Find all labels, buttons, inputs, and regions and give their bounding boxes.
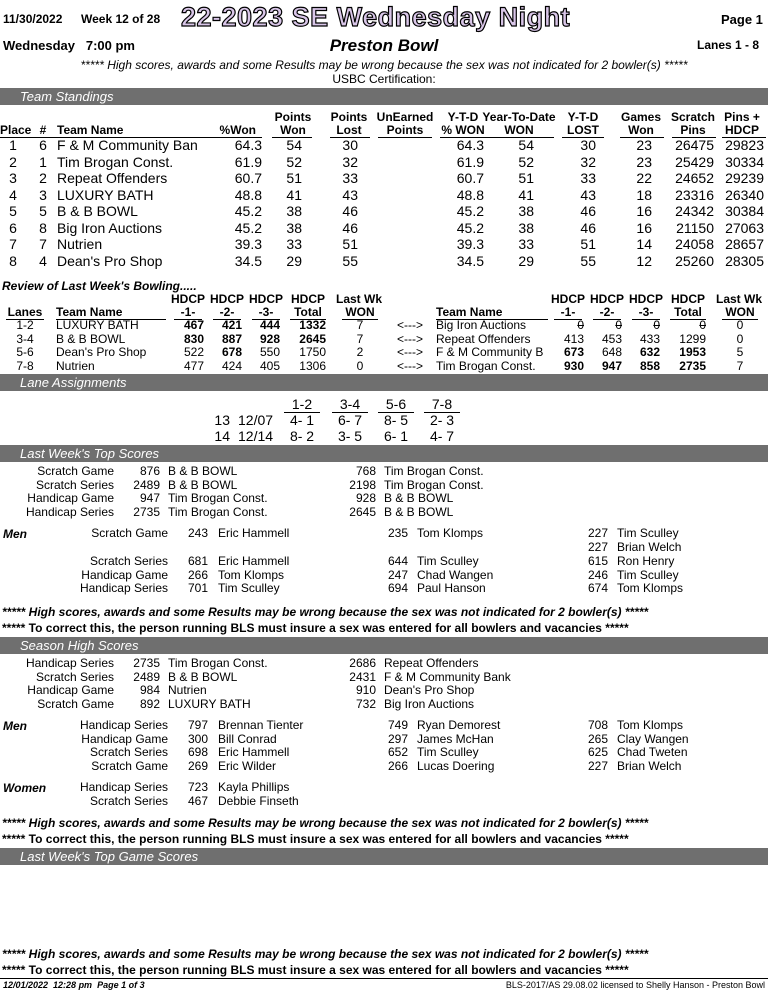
bowler-name-2: Lucas Doering (417, 759, 495, 773)
bowler-name: Tom Klomps (218, 567, 285, 582)
week-label: Week 12 of 28 (81, 12, 161, 26)
opp-game-1: 930 (563, 358, 584, 373)
section-season-high-scores: Season High Scores (0, 637, 768, 654)
lanes: 1-2 (16, 318, 34, 332)
scratch-pins: 25260 (675, 252, 714, 269)
score-value-3: 227 (587, 540, 608, 554)
score-value-2: 2645 (349, 504, 376, 519)
ytd-won: 41 (518, 186, 534, 203)
game-1: 477 (183, 358, 204, 373)
team-number: 4 (39, 252, 47, 269)
score-value: 2735 (133, 656, 160, 670)
page-label: Page 1 (721, 12, 763, 27)
scratch-pins: 24058 (675, 236, 714, 252)
game-2: 424 (221, 358, 242, 373)
games-won: 12 (636, 252, 652, 269)
score-value-2: 910 (355, 683, 376, 698)
ytd-lost: 30 (580, 137, 596, 153)
total: 1306 (299, 358, 326, 373)
ytd-pct-won: 39.3 (456, 236, 484, 252)
team-number: 8 (39, 219, 47, 236)
team-name-2: B & B BOWL (384, 504, 454, 519)
ytd-won: 51 (518, 170, 534, 186)
team-number: 6 (39, 137, 47, 153)
review-title: Review of Last Week's Bowling..... (2, 279, 197, 293)
bowler-name: Eric Wilder (218, 759, 277, 773)
score-category: Handicap Series (25, 504, 114, 519)
score-value: 947 (139, 491, 160, 506)
scratch-pins: 26475 (675, 137, 714, 153)
bowler-name-3: Clay Wangen (617, 731, 689, 746)
score-value: 984 (139, 683, 160, 698)
bowler-name: Eric Hammell (218, 526, 290, 540)
lanes: 7-8 (16, 358, 34, 373)
team-name: LUXURY BATH (168, 696, 251, 711)
team-matchup: 3- 5 (337, 428, 363, 444)
pct-won: 48.8 (234, 186, 262, 203)
footer-license: BLS-2017/AS 29.08.02 licensed to Shelly Hanson - Preston Bowl (505, 980, 765, 990)
opponent-name: Repeat Offenders (436, 331, 531, 346)
won: 2 (356, 345, 364, 359)
week-number: 13 (214, 412, 230, 428)
opp-game-2: 0 (615, 318, 622, 332)
score-value-2: 297 (387, 731, 408, 746)
points-lost: 43 (342, 186, 358, 203)
ytd-won: 38 (518, 219, 534, 236)
game-1: 467 (183, 318, 204, 332)
lane-pair-header: 7-8 (424, 396, 460, 413)
lane-pair-header: 5-6 (378, 396, 414, 413)
team-number: 5 (39, 203, 47, 219)
team-name: Dean's Pro Shop (57, 252, 163, 269)
team-name: B & B BOWL (168, 669, 238, 684)
place: 5 (9, 203, 17, 219)
pins-hdcp: 29239 (725, 170, 764, 186)
score-value-2: 749 (387, 718, 408, 732)
opp-total: 2735 (679, 358, 706, 373)
team-name-2: Tim Brogan Const. (384, 464, 484, 478)
bowler-name: Eric Hammell (218, 554, 290, 568)
game-1: 522 (183, 345, 204, 359)
opp-game-3: 433 (639, 331, 660, 346)
ytd-lost: 55 (580, 252, 596, 269)
team-name: Tim Brogan Const. (168, 504, 268, 519)
ytd-lost: 46 (580, 203, 596, 219)
games-won: 16 (636, 203, 652, 219)
ytd-lost: 33 (580, 170, 596, 186)
game-3: 405 (259, 358, 280, 373)
points-lost: 33 (342, 170, 358, 186)
team-name: B & B BOWL (168, 464, 238, 478)
games-won: 22 (636, 170, 652, 186)
opp-game-1: 0 (577, 318, 584, 332)
ytd-lost: 51 (580, 236, 596, 252)
place: 7 (9, 236, 17, 252)
team-matchup: 2- 3 (429, 412, 455, 428)
points-won: 41 (286, 186, 302, 203)
opp-game-3: 858 (639, 358, 660, 373)
team-name: Tim Brogan Const. (57, 153, 174, 170)
score-value-2: 732 (355, 696, 376, 711)
score-value-2: 266 (387, 759, 408, 773)
score-value: 243 (187, 526, 208, 540)
team-name-2: Repeat Offenders (384, 656, 479, 670)
team-name: Nutrien (168, 683, 207, 698)
pct-won: 61.9 (234, 153, 262, 170)
ytd-won: 33 (518, 236, 534, 252)
bowler-name: Bill Conrad (218, 731, 277, 746)
place: 2 (9, 153, 17, 170)
pins-hdcp: 29823 (725, 137, 764, 153)
game-3: 928 (259, 331, 280, 346)
pct-won: 64.3 (234, 137, 262, 153)
team-number: 7 (39, 236, 47, 252)
bowler-name: Tim Sculley (218, 581, 280, 595)
pins-hdcp: 26340 (725, 186, 764, 203)
total: 1750 (299, 345, 326, 359)
score-category: Scratch Series (89, 793, 168, 808)
team-name: LUXURY BATH (56, 318, 139, 332)
team-name: F & M Community Ban (57, 137, 198, 153)
score-value-3: 625 (587, 745, 608, 759)
bowler-name-2: Tim Sculley (417, 554, 479, 568)
warning-line-4: ***** To correct this, the person running BLS must insure a sex was entered for all bowlers and vacancies ***** (2, 832, 629, 846)
team-name-2: B & B BOWL (384, 491, 454, 506)
scratch-pins: 24652 (675, 170, 714, 186)
score-category: Scratch Game (91, 526, 168, 540)
score-category: Scratch Series (35, 669, 114, 684)
team-name: Tim Brogan Const. (168, 491, 268, 506)
score-value: 2735 (133, 504, 160, 519)
versus-arrow: <---> (396, 331, 423, 346)
points-lost: 55 (342, 252, 358, 269)
section-lane-assignments: Lane Assignments (0, 374, 768, 391)
pct-won: 45.2 (234, 203, 262, 219)
team-number: 3 (39, 186, 47, 203)
opp-game-2: 648 (601, 345, 622, 359)
score-category: Scratch Game (37, 464, 114, 478)
scratch-pins: 25429 (675, 153, 714, 170)
ytd-lost: 43 (580, 186, 596, 203)
team-name: Repeat Offenders (57, 170, 168, 186)
ytd-pct-won: 48.8 (456, 186, 484, 203)
pins-hdcp: 28657 (725, 236, 764, 252)
pct-won: 39.3 (234, 236, 262, 252)
score-value: 2489 (133, 477, 160, 492)
opponent-name: Tim Brogan Const. (436, 358, 536, 373)
section-team-standings: Team Standings (0, 88, 768, 105)
team-name-2: F & M Community Bank (384, 669, 511, 684)
warning-line-6: ***** To correct this, the person running BLS must insure a sex was entered for all bowlers and vacancies ***** (2, 963, 629, 977)
lanes: 5-6 (16, 345, 34, 359)
week-date: 12/07 (238, 412, 274, 428)
team-name: Dean's Pro Shop (56, 345, 147, 359)
points-won: 29 (286, 252, 302, 269)
points-lost: 32 (342, 153, 358, 170)
bowler-name-3: Tom Klomps (617, 718, 684, 732)
women-label: Women (3, 781, 47, 795)
score-value: 723 (187, 780, 208, 794)
score-value: 467 (187, 793, 208, 808)
ytd-pct-won: 61.9 (456, 153, 484, 170)
versus-arrow: <---> (396, 318, 423, 332)
ytd-won: 38 (518, 203, 534, 219)
bowler-name-2: Paul Hanson (417, 581, 486, 595)
pct-won: 60.7 (234, 170, 262, 186)
opp-won: 5 (736, 345, 744, 359)
ytd-won: 54 (518, 137, 534, 153)
ytd-won: 29 (518, 252, 534, 269)
bowler-name-3: Chad Tweten (617, 745, 688, 759)
ytd-pct-won: 34.5 (456, 252, 484, 269)
score-category: Handicap Game (27, 491, 114, 506)
score-value: 797 (187, 718, 208, 732)
place: 4 (9, 186, 17, 203)
score-value: 269 (187, 759, 208, 773)
team-name: LUXURY BATH (57, 186, 154, 203)
score-category: Handicap Game (81, 731, 168, 746)
score-category: Scratch Series (89, 745, 168, 759)
points-lost: 51 (342, 236, 358, 252)
bowler-name-3: Ron Henry (617, 554, 675, 568)
score-value-2: 768 (355, 464, 376, 478)
score-category: Handicap Series (79, 780, 168, 794)
score-value: 681 (187, 554, 208, 568)
bowler-name: Kayla Phillips (218, 780, 290, 794)
score-value-3: 246 (587, 567, 608, 582)
team-name: B & B BOWL (57, 203, 138, 219)
lane-pair-header: 1-2 (284, 396, 320, 413)
team-name-2: Dean's Pro Shop (384, 683, 475, 698)
score-category: Handicap Series (25, 656, 114, 670)
points-won: 33 (286, 236, 302, 252)
usbc-certification: USBC Certification: (332, 72, 436, 86)
score-value-3: 227 (587, 759, 608, 773)
score-category: Handicap Series (79, 581, 168, 595)
ytd-pct-won: 60.7 (456, 170, 484, 186)
score-category: Handicap Game (81, 567, 168, 582)
lane-pair-header: 3-4 (332, 396, 368, 413)
season-men-label: Men (3, 719, 27, 733)
opp-won: 0 (736, 331, 744, 346)
ytd-pct-won: 45.2 (456, 203, 484, 219)
team-number: 1 (39, 153, 47, 170)
header-warning: ***** High scores, awards and some Results may be wrong because the sex was not indicated for 2 bowler(s) ***** (80, 58, 688, 72)
score-value: 701 (187, 581, 208, 595)
games-won: 23 (636, 153, 652, 170)
bowler-name-2: Tim Sculley (417, 745, 479, 759)
warning-line-3: ***** High scores, awards and some Results may be wrong because the sex was not indicated for 2 bowler(s) ***** (2, 816, 649, 830)
team-name: Nutrien (57, 236, 103, 252)
score-category: Scratch Series (35, 477, 114, 492)
team-matchup: 8- 5 (383, 412, 409, 428)
team-name: Nutrien (56, 358, 95, 373)
score-value-3: 227 (587, 526, 608, 540)
place: 8 (9, 252, 17, 269)
pins-hdcp: 30334 (725, 153, 764, 170)
score-value: 2489 (133, 669, 160, 684)
league-title: 22-2023 SE Wednesday Night (181, 2, 571, 32)
total: 2645 (299, 331, 326, 346)
team-matchup: 4- 7 (429, 428, 455, 444)
center-name: Preston Bowl (329, 36, 439, 55)
score-category: Handicap Game (27, 683, 114, 698)
points-won: 51 (286, 170, 302, 186)
won: 7 (356, 318, 364, 332)
warning-line-1: ***** High scores, awards and some Results may be wrong because the sex was not indicated for 2 bowler(s) ***** (2, 605, 649, 619)
points-won: 38 (286, 219, 302, 236)
section-last-week-top-game-scores: Last Week's Top Game Scores (0, 848, 768, 865)
pins-hdcp: 30384 (725, 203, 764, 219)
won: 7 (356, 331, 364, 346)
week-number: 14 (214, 428, 230, 444)
team-name: B & B BOWL (168, 477, 238, 492)
bowler-name-2: Tom Klomps (417, 526, 484, 540)
bowler-name-3: Tim Sculley (617, 567, 679, 582)
pins-hdcp: 28305 (725, 252, 764, 269)
score-category: Handicap Series (79, 718, 168, 732)
score-value-2: 247 (387, 567, 408, 582)
report-date: 11/30/2022 (3, 12, 63, 26)
games-won: 18 (636, 186, 652, 203)
opp-won: 7 (736, 358, 744, 373)
bowler-name: Debbie Finseth (218, 793, 299, 808)
score-value-3: 708 (587, 718, 608, 732)
bowler-name: Eric Hammell (218, 745, 290, 759)
games-won: 16 (636, 219, 652, 236)
score-value-3: 265 (587, 731, 608, 746)
bowler-name-3: Tim Sculley (617, 526, 679, 540)
week-date: 12/14 (238, 428, 274, 444)
team-matchup: 6- 1 (383, 428, 409, 444)
team-name-2: Tim Brogan Const. (384, 477, 484, 492)
warning-line-2: ***** To correct this, the person running BLS must insure a sex was entered for all bowlers and vacancies ***** (2, 621, 629, 635)
bowler-name-2: Chad Wangen (417, 567, 494, 582)
points-lost: 46 (342, 203, 358, 219)
opponent-name: F & M Community B (436, 345, 544, 359)
lanes-label: Lanes 1 - 8 (697, 38, 760, 52)
score-value-2: 2198 (349, 477, 376, 492)
bowler-name-3: Tom Klomps (617, 581, 684, 595)
opponent-name: Big Iron Auctions (436, 318, 527, 332)
score-value: 892 (139, 696, 160, 711)
score-category: Scratch Game (37, 696, 114, 711)
score-value: 300 (187, 731, 208, 746)
opp-game-2: 453 (601, 331, 622, 346)
ytd-pct-won: 64.3 (456, 137, 484, 153)
score-category: Scratch Game (91, 759, 168, 773)
day-time: Wednesday 7:00 pm (3, 38, 135, 53)
score-value: 266 (187, 567, 208, 582)
team-matchup: 8- 2 (289, 428, 315, 444)
opp-game-2: 947 (601, 358, 622, 373)
game-1: 830 (183, 331, 204, 346)
section-last-week-top-scores: Last Week's Top Scores (0, 445, 768, 462)
points-won: 54 (286, 137, 302, 153)
opp-game-3: 632 (639, 345, 660, 359)
score-value: 698 (187, 745, 208, 759)
pct-won: 34.5 (234, 252, 262, 269)
place: 1 (9, 137, 17, 153)
scratch-pins: 23316 (675, 186, 714, 203)
pins-hdcp: 27063 (725, 219, 764, 236)
game-2: 421 (221, 318, 242, 332)
score-value-2: 694 (387, 581, 408, 595)
opp-game-1: 673 (563, 345, 584, 359)
points-won: 38 (286, 203, 302, 219)
score-value-2: 2686 (349, 656, 376, 670)
bowler-name-2: Ryan Demorest (417, 718, 501, 732)
team-name: Tim Brogan Const. (168, 656, 268, 670)
points-lost: 46 (342, 219, 358, 236)
opp-total: 1953 (679, 345, 706, 359)
versus-arrow: <---> (396, 358, 423, 373)
score-value: 876 (139, 464, 160, 478)
score-value-2: 644 (387, 554, 408, 568)
scratch-pins: 21150 (676, 219, 714, 236)
bowler-name-3: Brian Welch (617, 759, 682, 773)
warning-line-5: ***** High scores, awards and some Results may be wrong because the sex was not indicated for 2 bowler(s) ***** (2, 947, 649, 961)
team-name: B & B BOWL (56, 331, 126, 346)
versus-arrow: <---> (396, 345, 423, 359)
score-value-2: 2431 (349, 669, 376, 684)
ytd-lost: 46 (580, 219, 596, 236)
score-value-3: 615 (587, 554, 608, 568)
team-name-2: Big Iron Auctions (384, 696, 475, 711)
opp-total: 0 (699, 318, 706, 332)
games-won: 23 (636, 137, 652, 153)
score-value-2: 652 (387, 745, 408, 759)
lanes: 3-4 (16, 331, 34, 346)
team-number: 2 (39, 170, 47, 186)
place: 6 (9, 219, 17, 236)
total: 1332 (299, 318, 326, 332)
bowler-name-2: James McHan (417, 731, 494, 746)
bowler-name: Brennan Tienter (218, 718, 304, 732)
opp-won: 0 (736, 318, 744, 332)
men-label: Men (3, 527, 27, 541)
place: 3 (9, 170, 17, 186)
scratch-pins: 24342 (675, 203, 714, 219)
won: 0 (356, 358, 364, 373)
opp-game-1: 413 (563, 331, 584, 346)
score-value-2: 928 (355, 491, 376, 506)
bowler-name-3: Brian Welch (617, 540, 682, 554)
footer-print-info: 12/01/2022 12:28 pm Page 1 of 3 (3, 980, 145, 990)
opp-total: 1299 (679, 331, 706, 346)
pct-won: 45.2 (234, 219, 262, 236)
ytd-lost: 32 (580, 153, 596, 170)
points-lost: 30 (342, 137, 358, 153)
games-won: 14 (636, 236, 652, 252)
points-won: 52 (286, 153, 302, 170)
score-value-2: 235 (387, 526, 408, 540)
ytd-won: 52 (518, 153, 534, 170)
team-matchup: 4- 1 (289, 412, 315, 428)
score-value-3: 674 (587, 581, 608, 595)
team-matchup: 6- 7 (337, 412, 363, 428)
game-2: 887 (221, 331, 242, 346)
team-name: Big Iron Auctions (57, 219, 163, 236)
game-2: 678 (221, 345, 242, 359)
ytd-pct-won: 45.2 (456, 219, 484, 236)
opp-game-3: 0 (653, 318, 660, 332)
game-3: 444 (259, 318, 280, 332)
score-category: Scratch Series (89, 554, 168, 568)
game-3: 550 (259, 345, 280, 359)
